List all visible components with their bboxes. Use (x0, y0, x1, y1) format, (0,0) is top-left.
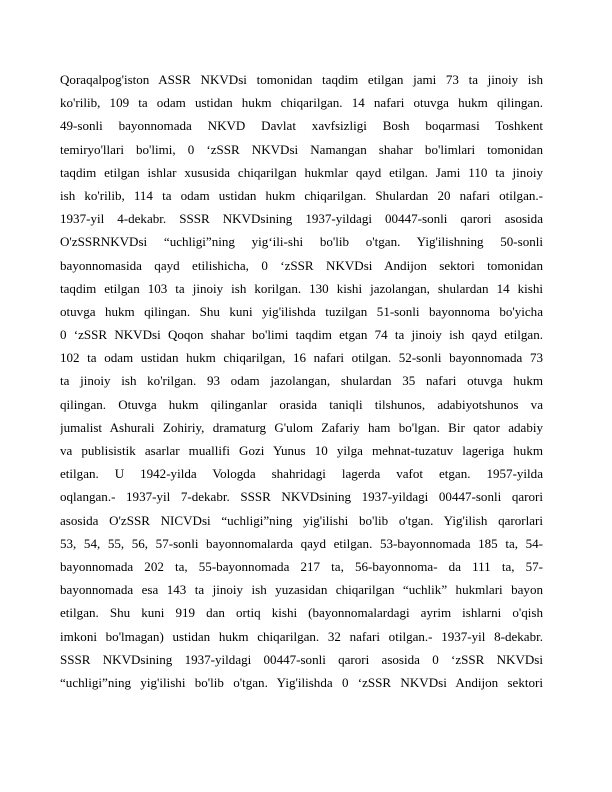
text-line: qilingan. Otuvga hukm qilinganlar orasida taniqli tilshunos, adabiyotshunos va (60, 396, 543, 412)
text-line: etilgan. U 1942-yilda Vologda shahridagi lagerda vafot etgan. 1957-yilda (60, 466, 543, 482)
text-line: taqdim etilgan 103 ta jinoiy ish korilgan. 130 kishi jazolangan, shulardan 14 kishi (60, 280, 543, 296)
text-line: ish ko'rilib, 114 ta odam ustidan hukm chiqarilgan. Shulardan 20 nafari otilgan.- (60, 187, 543, 203)
text-line: 49-sonli bayonnomada NKVD Davlat xavfsizligi Bosh boqarmasi Toshkent (60, 118, 543, 134)
text-line: 1937-yil 4-dekabr. SSSR NKVDsining 1937-yildagi 00447-sonli qarori asosida (60, 211, 543, 227)
text-line: bayonnomada 202 ta, 55-bayonnomada 217 ta, 56-bayonnoma- da 111 ta, 57- (60, 558, 543, 574)
text-line: Qoraqalpog'iston ASSR NKVDsi tomonidan taqdim etilgan jami 73 ta jinoiy ish (60, 72, 543, 87)
text-line: jumalist Ashurali Zohiriy, dramaturg G'ulom Zafariy ham bo'lgan. Bir qator adabiy (60, 419, 543, 435)
text-line: SSSR NKVDsining 1937-yildagi 00447-sonli qarori asosida 0 ‘zSSR NKVDsi (60, 651, 543, 667)
text-line: temiryo'llari bo'limi, 0 ‘zSSR NKVDsi Namangan shahar bo'limlari tomonidan (60, 141, 543, 157)
text-line: “uchligi”ning yig'ilishi bo'lib o'tgan. Yig'ilishda 0 ‘zSSR NKVDsi Andijon sektori (60, 674, 543, 690)
text-line: 102 ta odam ustidan hukm chiqarilgan, 16 nafari otilgan. 52-sonli bayonnomada 73 (60, 350, 543, 366)
text-line: taqdim etilgan ishlar xususida chiqarilgan hukmlar qayd etilgan. Jami 110 ta jinoiy (60, 164, 543, 180)
text-line: 0 ‘zSSR NKVDsi Qoqon shahar bo'limi taqdim etgan 74 ta jinoiy ish qayd etilgan. (60, 327, 543, 343)
text-line: ta jinoiy ish ko'rilgan. 93 odam jazolangan, shulardan 35 nafari otuvga hukm (60, 373, 543, 389)
text-line: oqlangan.- 1937-yil 7-dekabr. SSSR NKVDsining 1937-yildagi 00447-sonli qarori (60, 489, 543, 505)
text-line: bayonnomasida qayd etilishicha, 0 ‘zSSR NKVDsi Andijon sektori tomonidan (60, 257, 543, 273)
text-line: imkoni bo'lmagan) ustidan hukm chiqarilgan. 32 nafari otilgan.- 1937-yil 8-dekabr. (60, 628, 543, 644)
text-line: O'zSSRNKVDsi “uchligi”ning yig‘ili-shi bo'lib o'tgan. Yig'ilishning 50-sonli (60, 234, 543, 250)
text-line: otuvga hukm qilingan. Shu kuni yig'ilishda tuzilgan 51-sonli bayonnoma bo'yicha (60, 303, 543, 319)
text-line: ko'rilib, 109 ta odam ustidan hukm chiqarilgan. 14 nafari otuvga hukm qilingan. (60, 95, 543, 111)
text-line: etilgan. Shu kuni 919 dan ortiq kishi (bayonnomalardagi ayrim ishlarni o'qish (60, 605, 543, 621)
text-line: asosida O'zSSR NICVDsi “uchligi”ning yig'ilishi bo'lib o'tgan. Yig'ilish qarorlari (60, 512, 543, 528)
text-line: va publisistik asarlar muallifi Gozi Yunus 10 yilga mehnat-tuzatuv lageriga hukm (60, 443, 543, 458)
text-line: bayonnomada esa 143 ta jinoiy ish yuzasidan chiqarilgan “uchlik” hukmlari bayon (60, 582, 543, 598)
body-text (60, 68, 543, 694)
text-line: 53, 54, 55, 56, 57-sonli bayonnomalarda qayd etilgan. 53-bayonnomada 185 ta, 54- (60, 535, 543, 551)
